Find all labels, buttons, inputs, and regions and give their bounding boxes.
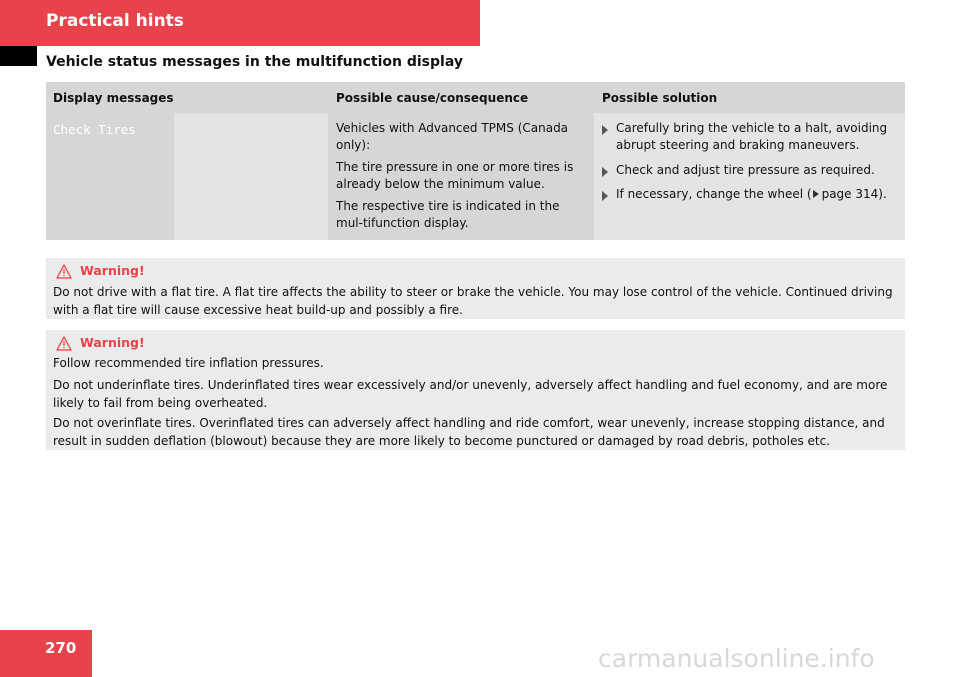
cause-text-2: The tire pressure in one or more tires is already below the minimum value. [336,160,574,191]
page-number: 270 [45,639,77,657]
page-reference-link[interactable]: page 314). [821,187,887,201]
column-header-display: Display messages [53,91,174,105]
watermark: carmanualsonline.info [598,644,875,673]
warning-box-inflation [46,330,905,450]
warning-text-3: Do not overinflate tires. Overinflated tires can adversely affect handling and ride comfort, wear unevenly, increase stopping distance, and result in sudden deflation (blowout) because they are more likely to become punctured or damaged by road debris, potholes etc. [53,416,885,448]
header-bar [0,0,480,46]
display-message: Check Tires [53,122,136,137]
table-cell-cause [328,113,594,240]
section-title: Vehicle status messages in the multifunction display [46,54,463,70]
column-header-solution: Possible solution [602,91,718,105]
section-marker [0,46,37,66]
warning-text: Do not drive with a flat tire. A flat tire affects the ability to steer or brake the vehicle. You may lose control of the vehicle. Continued driving with a flat tire will cause excessive heat build-up and possibly a fire. [53,285,893,317]
table-header [46,82,905,113]
page-number-box [0,630,92,677]
bullet-arrow-icon [602,191,608,201]
solution-text-3 [616,186,904,203]
bullet-arrow-icon [602,125,608,135]
warning-text-1: Follow recommended tire inflation pressures. [53,356,324,370]
column-header-cause: Possible cause/consequence [336,91,529,105]
warning-label: Warning! [80,263,145,278]
cause-text-1: Vehicles with Advanced TPMS (Canada only): [336,121,569,152]
solution-ref-prefix: If necessary, change the wheel ( [616,187,812,201]
header-title: Practical hints [46,11,184,31]
solution-text-2: Check and adjust tire pressure as required. [616,163,875,177]
warning-triangle-icon [56,336,72,351]
status-messages-table [46,82,905,240]
arrow-right-icon [813,190,819,198]
table-cell-solution [594,113,905,240]
solution-text-1: Carefully bring the vehicle to a halt, avoiding abrupt steering and braking maneuvers. [616,121,888,152]
table-cell-display [46,113,174,240]
bullet-arrow-icon [602,167,608,177]
warning-text-2: Do not underinflate tires. Underinflated tires wear excessively and/or unevenly, adversely affect handling and fuel economy, and are more likely to fail from being overheated. [53,378,888,410]
cause-text-3: The respective tire is indicated in the mul-tifunction display. [336,199,560,230]
warning-triangle-icon [56,264,72,279]
warning-box-flat-tire [46,258,905,319]
warning-label: Warning! [80,335,145,350]
table-cell-blank [174,113,328,240]
